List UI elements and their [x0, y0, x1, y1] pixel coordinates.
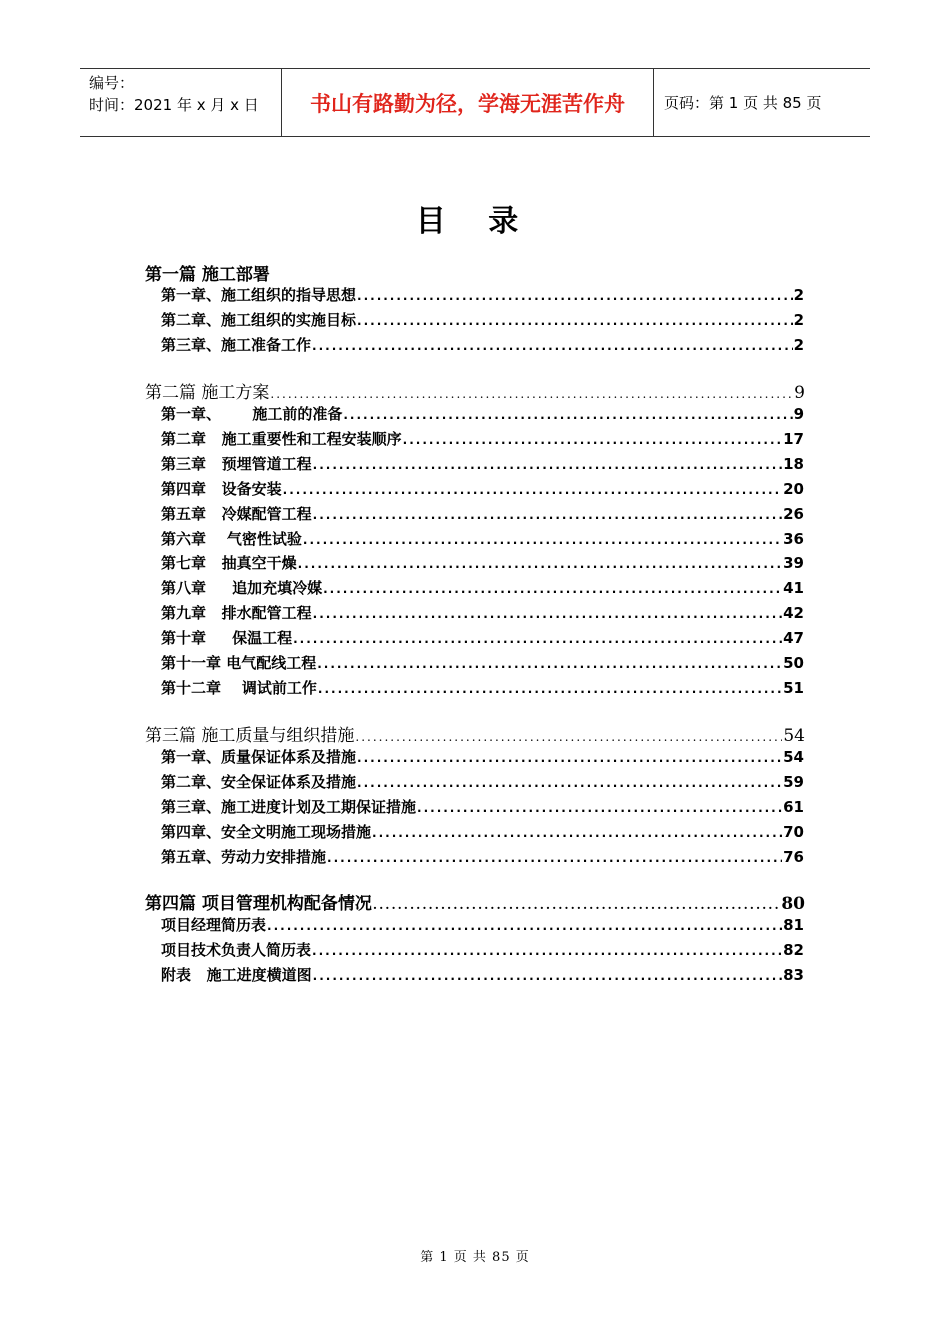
- toc-chapter-page: 83: [783, 965, 804, 984]
- toc-chapter-label: 第三章 预埋管道工程: [161, 454, 312, 473]
- toc-leader: [323, 582, 782, 596]
- toc-leader: [318, 682, 782, 696]
- toc-chapter-page: 51: [783, 678, 804, 697]
- toc-chapter-label: 第一章、质量保证体系及措施: [161, 748, 357, 766]
- toc-leader: [343, 408, 792, 422]
- toc-chapter-label: 附表 施工进度横道图: [161, 965, 312, 984]
- toc-chapter-label: 第十二章 调试前工作: [161, 678, 317, 697]
- toc-leader: [303, 533, 782, 547]
- toc-chapter-page: 50: [783, 654, 804, 672]
- toc-leader: [403, 433, 782, 447]
- toc-chapter[interactable]: [161, 478, 804, 499]
- toc-chapter[interactable]: [161, 428, 804, 449]
- toc-leader: [317, 657, 782, 671]
- toc-chapter-page: 59: [783, 772, 804, 791]
- toc-part-label: 第三篇 施工质量与组织措施: [145, 726, 355, 746]
- toc-chapter-page: 2: [793, 286, 804, 304]
- toc-part[interactable]: [145, 889, 805, 914]
- toc-chapter-page: 70: [783, 822, 804, 841]
- toc-chapter-label: 第七章 抽真空干燥: [161, 554, 297, 573]
- toc-chapter[interactable]: [161, 939, 804, 960]
- toc-chapter-label: 第二章、安全保证体系及措施: [161, 772, 357, 791]
- toc-part[interactable]: [145, 260, 805, 285]
- toc-chapter[interactable]: [161, 577, 804, 598]
- page-header: [80, 68, 870, 137]
- time-label: 时间：2021 年 x 月 x 日: [89, 96, 259, 114]
- toc-part[interactable]: [145, 721, 805, 746]
- header-page-info: 页码：第 1 页 共 85 页: [664, 94, 822, 112]
- toc-leader: [357, 751, 782, 765]
- toc-chapter-page: 18: [783, 454, 804, 473]
- toc-chapter-label: 第九章 排水配管工程: [161, 604, 312, 623]
- toc-chapter-label: 第四章、安全文明施工现场措施: [161, 822, 372, 841]
- toc-part-label: 第四篇 项目管理机构配备情况: [145, 894, 372, 914]
- toc-chapter-page: 17: [783, 429, 804, 448]
- toc-leader: [373, 898, 780, 912]
- toc-chapter[interactable]: [161, 503, 804, 524]
- toc-leader: [355, 730, 782, 744]
- page-title: 目 录: [415, 204, 535, 239]
- toc-leader: [372, 826, 782, 840]
- toc-leader: [357, 314, 793, 328]
- toc-leader: [313, 969, 782, 983]
- toc-chapter-label: 第一章、 施工前的准备: [161, 405, 343, 423]
- toc-leader: [283, 483, 782, 497]
- toc-chapter-page: 41: [783, 579, 804, 598]
- toc-leader: [312, 944, 782, 958]
- toc-part-label: 第二篇 施工方案: [145, 383, 270, 403]
- toc-chapter[interactable]: [161, 964, 804, 985]
- toc-chapter-label: 第三章、施工准备工作: [161, 335, 312, 354]
- toc-chapter-page: 81: [783, 916, 804, 934]
- header-motto: 书山有路勤为径，学海无涯苦作舟: [282, 69, 654, 136]
- toc-chapter-label: 第八章 追加充填冷媒: [161, 579, 323, 598]
- toc-chapter-label: 第二章 施工重要性和工程安装顺序: [161, 429, 402, 448]
- toc-chapter[interactable]: [161, 334, 804, 355]
- toc-leader: [313, 607, 782, 621]
- toc-chapter-label: 第五章、劳动力安排措施: [161, 847, 327, 866]
- toc-chapter-page: 61: [783, 797, 804, 816]
- toc-chapter-page: 20: [783, 479, 804, 498]
- toc-leader: [270, 387, 793, 401]
- toc-chapter-page: 76: [783, 847, 804, 866]
- toc-chapter-label: 项目经理简历表: [161, 916, 267, 934]
- toc-part[interactable]: [145, 378, 805, 403]
- toc-chapter-label: 第三章、施工进度计划及工期保证措施: [161, 797, 417, 816]
- toc-chapter-label: 第四章 设备安装: [161, 479, 282, 498]
- toc-part-label: 第一篇 施工部署: [145, 265, 270, 285]
- toc-chapter-page: 82: [783, 940, 804, 959]
- toc-leader: [312, 339, 793, 353]
- toc-chapter-page: 54: [783, 748, 804, 766]
- toc-chapter-page: 26: [783, 504, 804, 523]
- toc-chapter-page: 47: [783, 629, 804, 648]
- toc-chapter[interactable]: [161, 309, 804, 330]
- toc-leader: [267, 919, 782, 933]
- toc-chapter[interactable]: [161, 602, 804, 623]
- toc-leader: [417, 801, 782, 815]
- toc-part-page: 54: [783, 726, 805, 746]
- toc-chapter-page: 9: [793, 405, 804, 423]
- toc-chapter-page: 36: [783, 529, 804, 548]
- toc-chapter[interactable]: [161, 771, 804, 792]
- page-footer: 第 1 页 共 85 页: [420, 1250, 530, 1265]
- toc-chapter-label: 第一章、施工组织的指导思想: [161, 286, 357, 304]
- toc-chapter[interactable]: [161, 796, 804, 817]
- toc-leader: [357, 776, 782, 790]
- toc-leader: [357, 289, 793, 303]
- toc-chapter-label: 第六章 气密性试验: [161, 529, 302, 548]
- toc-chapter[interactable]: [161, 677, 804, 698]
- toc-chapter-label: 第十一章 电气配线工程: [161, 654, 317, 672]
- toc-chapter-page: 39: [783, 554, 804, 573]
- toc-chapter[interactable]: [161, 552, 804, 573]
- toc-chapter-label: 第五章 冷媒配管工程: [161, 504, 312, 523]
- toc-chapter-page: 2: [793, 310, 804, 329]
- toc-chapter[interactable]: [161, 846, 804, 867]
- toc-chapter[interactable]: [161, 821, 804, 842]
- code-label: 编号：: [89, 74, 135, 92]
- toc-chapter[interactable]: [161, 914, 804, 935]
- toc-chapter[interactable]: [161, 453, 804, 474]
- toc-leader: [298, 557, 782, 571]
- toc-chapter-label: 第二章、施工组织的实施目标: [161, 310, 357, 329]
- toc-chapter[interactable]: [161, 403, 804, 424]
- toc-chapter[interactable]: [161, 652, 804, 673]
- toc-part-page: 80: [781, 894, 805, 914]
- header-meta: [80, 69, 282, 136]
- toc-chapter[interactable]: [161, 627, 804, 648]
- toc-part-page: 9: [794, 383, 805, 403]
- toc-chapter-page: 42: [783, 604, 804, 623]
- toc-chapter-label: 第十章 保温工程: [161, 629, 293, 648]
- toc-chapter[interactable]: [161, 528, 804, 549]
- toc-leader: [313, 458, 782, 472]
- toc-chapter-label: 项目技术负责人简历表: [161, 940, 312, 959]
- toc-leader: [293, 632, 782, 646]
- toc-chapter[interactable]: [161, 746, 804, 767]
- toc-leader: [327, 851, 782, 865]
- toc-leader: [313, 508, 782, 522]
- toc-chapter-page: 2: [793, 335, 804, 354]
- toc-chapter[interactable]: [161, 284, 804, 305]
